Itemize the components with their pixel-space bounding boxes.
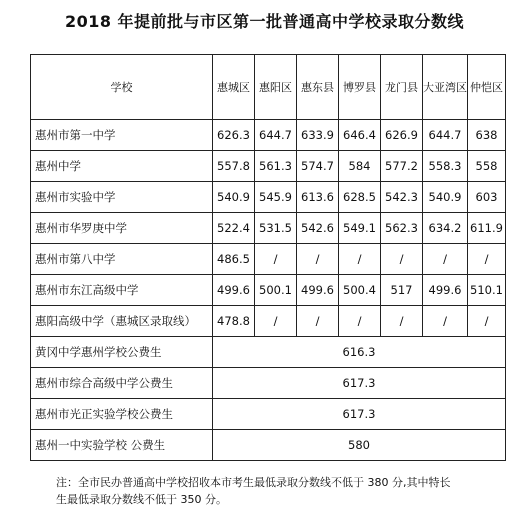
school-name-cell: 惠州市光正实验学校公费生: [31, 399, 213, 430]
column-header: 惠城区: [213, 55, 255, 120]
column-header: 龙门县: [381, 55, 423, 120]
score-cell: /: [423, 306, 468, 337]
table-body: [31, 120, 506, 461]
table-row: [31, 399, 506, 430]
score-cell: /: [468, 306, 506, 337]
score-cell: 628.5: [339, 182, 381, 213]
merged-score-cell: 616.3: [213, 337, 506, 368]
column-header: 惠东县: [297, 55, 339, 120]
score-cell: /: [423, 244, 468, 275]
score-cell: 478.8: [213, 306, 255, 337]
score-cell: 540.9: [423, 182, 468, 213]
score-cell: 510.1: [468, 275, 506, 306]
score-cell: 634.2: [423, 213, 468, 244]
score-cell: 522.4: [213, 213, 255, 244]
column-header: 仲恺区: [468, 55, 506, 120]
school-name-cell: 惠州市第一中学: [31, 120, 213, 151]
score-cell: 558.3: [423, 151, 468, 182]
score-cell: 549.1: [339, 213, 381, 244]
score-cell: 584: [339, 151, 381, 182]
score-cell: 545.9: [255, 182, 297, 213]
score-cell: 611.9: [468, 213, 506, 244]
score-cell: /: [255, 306, 297, 337]
footnote-line: 生最低录取分数线不低于 350 分。: [56, 493, 227, 506]
score-cell: /: [381, 244, 423, 275]
score-cell: /: [255, 244, 297, 275]
column-header: 大亚湾区: [423, 55, 468, 120]
score-cell: 638: [468, 120, 506, 151]
score-cell: 577.2: [381, 151, 423, 182]
school-name-cell: 惠阳高级中学（惠城区录取线）: [31, 306, 213, 337]
score-cell: 500.1: [255, 275, 297, 306]
score-cell: 603: [468, 182, 506, 213]
score-cell: 561.3: [255, 151, 297, 182]
column-header: 博罗县: [339, 55, 381, 120]
page-title: 2018 年提前批与市区第一批普通高中学校录取分数线: [64, 12, 465, 31]
score-cell: 562.3: [381, 213, 423, 244]
score-cell: 531.5: [255, 213, 297, 244]
score-cell: 613.6: [297, 182, 339, 213]
school-name-cell: 惠州市第八中学: [31, 244, 213, 275]
merged-score-cell: 617.3: [213, 368, 506, 399]
score-cell: /: [297, 306, 339, 337]
column-header: 惠阳区: [255, 55, 297, 120]
table-row: [31, 368, 506, 399]
score-cell: 646.4: [339, 120, 381, 151]
score-cell: 626.9: [381, 120, 423, 151]
score-cell: /: [381, 306, 423, 337]
footnote: [56, 474, 496, 508]
school-name-cell: 惠州市实验中学: [31, 182, 213, 213]
score-cell: 633.9: [297, 120, 339, 151]
score-cell: 644.7: [255, 120, 297, 151]
table-row: [31, 244, 506, 275]
score-cell: 542.6: [297, 213, 339, 244]
table-row: [31, 306, 506, 337]
table-row: [31, 337, 506, 368]
school-name-cell: 惠州市综合高级中学公费生: [31, 368, 213, 399]
table-row: [31, 151, 506, 182]
school-name-cell: 惠州市东江高级中学: [31, 275, 213, 306]
score-cell: /: [468, 244, 506, 275]
header-row: [31, 55, 506, 120]
score-cell: 574.7: [297, 151, 339, 182]
table-row: [31, 275, 506, 306]
score-cell: 540.9: [213, 182, 255, 213]
score-cell: 557.8: [213, 151, 255, 182]
merged-score-cell: 617.3: [213, 399, 506, 430]
score-table: [30, 54, 506, 461]
score-cell: 542.3: [381, 182, 423, 213]
score-cell: /: [297, 244, 339, 275]
school-name-cell: 惠州中学: [31, 151, 213, 182]
score-cell: 499.6: [213, 275, 255, 306]
score-cell: 626.3: [213, 120, 255, 151]
column-header: 学校: [31, 55, 213, 120]
table-row: [31, 182, 506, 213]
score-cell: 517: [381, 275, 423, 306]
table-row: [31, 430, 506, 461]
school-name-cell: 惠州一中实验学校 公费生: [31, 430, 213, 461]
score-cell: 499.6: [423, 275, 468, 306]
score-cell: 558: [468, 151, 506, 182]
score-cell: 486.5: [213, 244, 255, 275]
merged-score-cell: 580: [213, 430, 506, 461]
table-row: [31, 120, 506, 151]
score-cell: 500.4: [339, 275, 381, 306]
school-name-cell: 黄冈中学惠州学校公费生: [31, 337, 213, 368]
score-cell: /: [339, 244, 381, 275]
table-row: [31, 213, 506, 244]
school-name-cell: 惠州市华罗庚中学: [31, 213, 213, 244]
score-cell: /: [339, 306, 381, 337]
footnote-line: 注：全市民办普通高中学校招收本市考生最低录取分数线不低于 380 分,其中特长: [56, 476, 451, 489]
score-cell: 499.6: [297, 275, 339, 306]
score-cell: 644.7: [423, 120, 468, 151]
